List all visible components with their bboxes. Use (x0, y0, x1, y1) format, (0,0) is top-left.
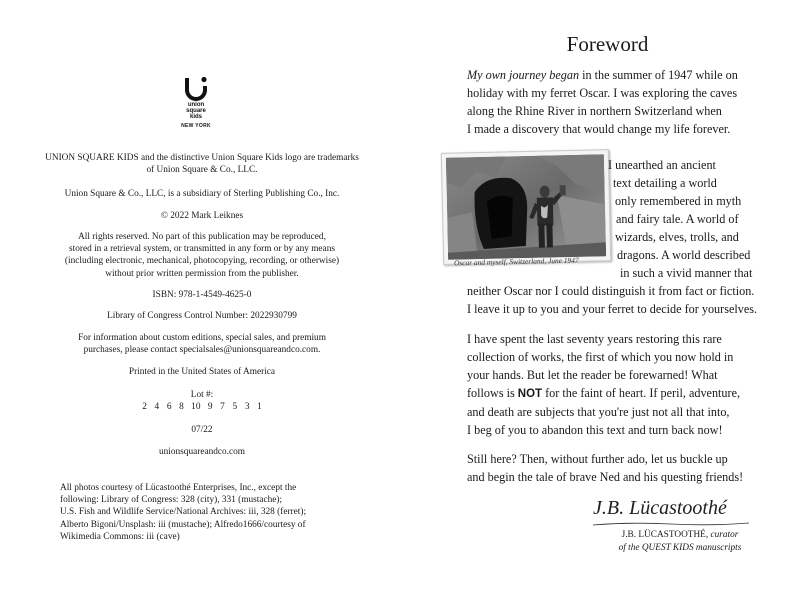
paragraph-line: collection of works, the first of which you now hold in (467, 350, 734, 364)
copyright-text: © 2022 Mark Leiknes (160, 211, 244, 221)
rights-line: without prior written permission from the publisher. (105, 268, 299, 279)
lot-numbers (32, 401, 372, 413)
paragraph-line: text detailing a world (613, 176, 717, 190)
lot-number: 3 (244, 402, 250, 413)
paragraph-line: and death are subjects that you're just not all that into, (467, 405, 730, 419)
paragraph-line: only remembered in myth (615, 194, 742, 208)
sales-info (32, 332, 372, 356)
foreword-paragraph-2 (467, 156, 785, 318)
paragraph-line: Still here? Then, without further ado, let us buckle up (467, 452, 728, 466)
logo-word-kids: kids (189, 114, 202, 120)
photo-credits-line: Wikimedia Commons: iii (cave) (60, 531, 180, 542)
rights-line: stored in a retrieval system, or transmitted in any form or by any means (69, 244, 335, 255)
foreword-paragraph-4 (467, 450, 785, 486)
curator-line-1 (605, 529, 755, 542)
foreword-paragraph-1 (467, 66, 785, 138)
line-text: in the summer of 1947 while on (579, 68, 738, 82)
copyright-notice (32, 210, 372, 222)
trademark-text: UNION SQUARE KIDS and the distinctive Union Square Kids logo are trademarks of Union Square & Co., LLC. (45, 153, 359, 176)
lot-number: 7 (220, 402, 225, 413)
paragraph-line: I have spent the last seventy years restoring this rare (467, 332, 722, 346)
photo-credits-line: All photos courtesy of Lücastoothé Enterprises, Inc., except the (60, 483, 297, 493)
printed-in (32, 366, 372, 378)
photo-caption: Oscar and myself, Switzerland, June 1947 (453, 255, 579, 268)
lot-number: 5 (232, 402, 238, 413)
trademark-notice (32, 152, 372, 176)
paragraph-line: I made a discovery that would change my life forever. (467, 122, 731, 136)
printed-text: Printed in the United States of America (128, 367, 276, 377)
line-text: for the faint of heart. If peril, adventure, (542, 386, 741, 400)
photo-credits (60, 482, 360, 543)
rights-notice (32, 231, 372, 280)
curator-name: J.B. LÜCASTOOTHÉ, (621, 530, 709, 540)
sales-info-line: purchases, please contact specialsales@unionsquareandco.com. (83, 345, 321, 356)
sales-info-line: For information about custom editions, special sales, and premium (78, 333, 326, 343)
lot-number: 2 (142, 402, 147, 413)
lot-number: 10 (191, 402, 201, 413)
logo-city: NEW YORK (181, 123, 211, 129)
date-code (32, 424, 372, 436)
italic-lead: My own journey began (467, 68, 580, 82)
foreword-page (405, 0, 810, 589)
paragraph-line: along the Rhine River in northern Switzerland when (467, 104, 722, 118)
isbn (32, 289, 372, 301)
lot-number-block (32, 389, 372, 413)
line-text: follows is (467, 386, 518, 400)
lot-number: 4 (154, 402, 160, 413)
rights-line: (including electronic, mechanical, photocopying, recording, or otherwise) (64, 256, 340, 267)
paragraph-line: dragons. A world described (617, 248, 751, 262)
lccn (32, 310, 372, 322)
lot-label: Lot #: (190, 390, 214, 400)
signature: J.B. Lücastoothé (593, 497, 727, 519)
paragraph-line: neither Oscar nor I could distinguish it from fact or fiction. (467, 284, 755, 298)
logo-word-square: square (186, 108, 206, 114)
signature-flourish-icon (591, 520, 751, 528)
rights-line: All rights reserved. No part of this publication may be reproduced, (78, 232, 326, 242)
paragraph-line: in such a vivid manner that (620, 266, 753, 280)
lot-number: 8 (179, 402, 184, 413)
logo-word-union: union (187, 102, 205, 108)
curator-credit (605, 529, 755, 554)
paragraph-line: holiday with my ferret Oscar. I was exploring the caves (467, 86, 738, 100)
paragraph-line (467, 384, 785, 403)
photo-credits-line: U.S. Fish and Wildlife Service/National Archives: iii, 328 (ferret); (60, 507, 307, 518)
lot-number: 9 (207, 402, 213, 413)
emphasis-not: NOT (517, 388, 543, 400)
paragraph-line: I leave it up to you and your ferret to decide for yourselves. (467, 302, 758, 316)
subsidiary-notice (32, 188, 372, 200)
curator-line-2 (605, 542, 755, 555)
paragraph-line: I beg of you to abandon this text and turn back now! (467, 423, 723, 437)
curator-role: curator (710, 530, 739, 540)
paragraph-line: I unearthed an ancient (608, 158, 716, 172)
paragraph-line (467, 66, 785, 84)
paragraph-line: and fairy tale. A world of (616, 212, 739, 226)
usk-logo-mark-icon (183, 76, 209, 102)
page-title: Foreword (566, 32, 649, 56)
curator-line-2-text: of the QUEST KIDS manuscripts (618, 542, 742, 553)
website (32, 446, 372, 458)
photo-credits-line: Alberto Bigoni/Unsplash: iii (mustache); Alfredo1666/courtesy of (60, 519, 306, 530)
website-text: unionsquareandco.com (159, 447, 245, 457)
isbn-text: ISBN: 978-1-4549-4625-0 (152, 290, 252, 300)
lccn-text: Library of Congress Control Number: 2022930799 (107, 311, 297, 321)
date-code-text: 07/22 (191, 425, 213, 435)
paragraph-line: your hands. But let the reader be forewarned! What (467, 368, 718, 382)
foreword-paragraph-3 (467, 330, 785, 439)
paragraph-line: wizards, elves, trolls, and (615, 230, 739, 244)
subsidiary-text: Union Square & Co., LLC, is a subsidiary of Sterling Publishing Co., Inc. (64, 189, 340, 199)
lot-number: 1 (257, 402, 262, 413)
photo-credits-line: following: Library of Congress: 328 (city), 331 (mustache); (60, 495, 283, 506)
union-square-kids-logo (174, 76, 218, 129)
paragraph-line: and begin the tale of brave Ned and his questing friends! (467, 470, 744, 484)
lot-number: 6 (166, 402, 172, 413)
